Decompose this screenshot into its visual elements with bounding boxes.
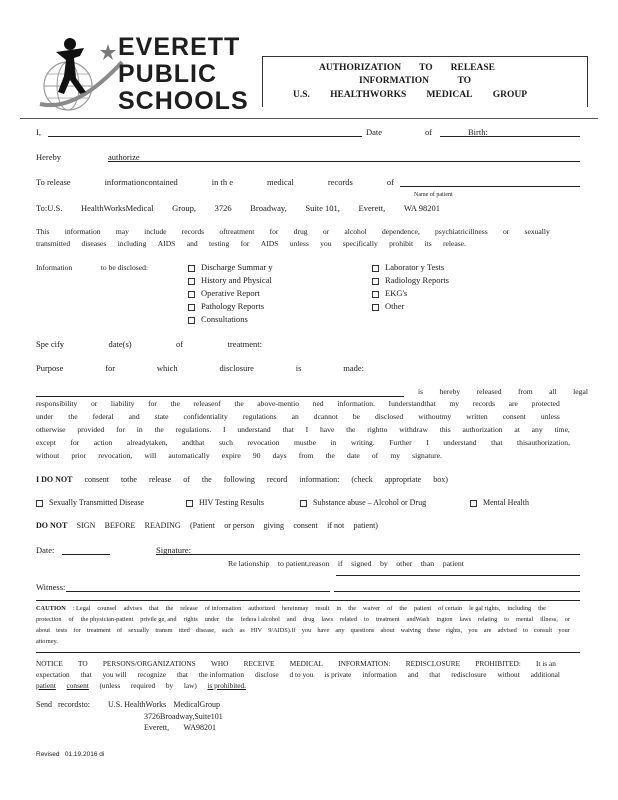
caution-line-2: protection of the physician-patient privile ge, and rights under the federa l alcohol and drug laws related to treatment andWash ington laws relating to mental illness, or bbox=[36, 616, 570, 623]
revised-date: Revised 01.19.2016 di bbox=[36, 751, 105, 758]
date-of-birth-field[interactable] bbox=[440, 136, 580, 137]
sign-date-label: Date: bbox=[36, 545, 55, 555]
checkbox-icon[interactable] bbox=[188, 291, 195, 298]
title-line-1: AUTHORIZATION TO RELEASE bbox=[319, 63, 495, 73]
release-para-2: responsibility or liability for the releaseof the above-mentio ned information. Iunderstandthat my records are protected bbox=[36, 399, 560, 408]
checkbox-discharge-summary[interactable]: Discharge Summar y bbox=[188, 263, 273, 276]
relationship-line: Re lationship to patient,reason if signed by other than patient bbox=[228, 559, 464, 568]
checkbox-laboratory-tests[interactable]: Laborator y Tests bbox=[372, 263, 449, 276]
checkbox-icon[interactable] bbox=[372, 291, 379, 298]
caution-divider bbox=[36, 600, 580, 601]
releasee-field[interactable] bbox=[36, 396, 404, 397]
send-address-2: Everett, WA98201 bbox=[144, 723, 216, 732]
do-not-consent-line: I DO NOT consent tothe release of the following record information: (check appropriate box) bbox=[36, 475, 448, 484]
logo-line-3: SCHOOLS bbox=[118, 87, 249, 115]
purpose-label: Purpose for which disclosure is made: bbox=[36, 363, 364, 373]
may-include-line-2: transmitted diseases including AIDS and testing for AIDS unless you specifically prohibit its release. bbox=[36, 239, 466, 248]
authorize-label: authorize bbox=[108, 152, 140, 162]
witness-field[interactable] bbox=[66, 591, 330, 592]
checkbox-other[interactable]: Other bbox=[372, 302, 449, 315]
checkbox-operative-report[interactable]: Operative Report bbox=[188, 289, 273, 302]
release-para-4: otherwise provided for in the regulations. I understand that I have the rightto withdraw this authorization at any time, bbox=[36, 425, 570, 434]
logo-line-1: EVERETT bbox=[118, 33, 241, 61]
checkbox-icon[interactable] bbox=[300, 500, 307, 507]
patient-name-label: I, bbox=[36, 127, 41, 137]
patient-name-field[interactable] bbox=[48, 136, 362, 137]
checklist-left bbox=[188, 263, 273, 328]
checkbox-icon[interactable] bbox=[186, 500, 193, 507]
release-to-address: To:U.S. HealthWorksMedical Group, 3726 Broadway, Suite 101, Everett, WA 98201 bbox=[36, 203, 440, 213]
checkbox-substance-abuse[interactable]: Substance abuse – Alcohol or Drug bbox=[300, 499, 426, 507]
birth-label: Birth: bbox=[468, 127, 488, 137]
notice-line-2: expectation that you will recognize that the information disclose d to you is private information and that redisclosure without additional bbox=[36, 670, 560, 679]
header-divider bbox=[20, 118, 598, 119]
logo-mark-icon bbox=[36, 34, 128, 116]
checkbox-consultations[interactable]: Consultations bbox=[188, 315, 273, 328]
title-box bbox=[262, 56, 588, 107]
caution-line-4: attorney. bbox=[36, 638, 58, 645]
relationship-field[interactable] bbox=[336, 575, 580, 576]
caution-line-1: CAUTION : Legal counsel advises that the release of information authorized hereinmay result in the waiver of the patient of certain le gal rights, including the bbox=[36, 605, 546, 612]
checkbox-icon[interactable] bbox=[372, 265, 379, 272]
specify-dates-label: Spe cify date(s) of treatment: bbox=[36, 339, 262, 349]
checkbox-std[interactable]: Sexually Transmitted Disease bbox=[36, 499, 144, 507]
release-para-3: under the federal and state confidentiality regulations an dcannot be disclosed withoutmy written consent unless bbox=[36, 412, 560, 421]
release-para-6: without prior revocation, will automatically expire 90 days from the date of my signature. bbox=[36, 451, 442, 460]
date-of-birth-label: Date bbox=[366, 127, 383, 137]
may-include-line-1: This information may include records oftreatment for drug or alcohol dependence, psychiatricillness or sexually bbox=[36, 227, 550, 236]
info-disclosed-label: Information to be disclosed: bbox=[36, 263, 148, 272]
release-line: To release informationcontained in th e medical records of bbox=[36, 177, 394, 187]
sign-date-field[interactable] bbox=[62, 554, 110, 555]
notice-line-3: patient consent (unless required by law) is prohibited. bbox=[36, 681, 246, 690]
signature-label: Signature: bbox=[156, 545, 191, 555]
checkbox-icon[interactable] bbox=[188, 278, 195, 285]
checkbox-history-physical[interactable]: History and Physical bbox=[188, 276, 273, 289]
checkbox-icon[interactable] bbox=[188, 304, 195, 311]
notice-divider bbox=[36, 652, 580, 653]
do-not-sign-line: DO NOT SIGN BEFORE READING (Patient or person giving consent if not patient) bbox=[36, 521, 378, 530]
checkbox-icon[interactable] bbox=[470, 500, 477, 507]
send-records-label: Send recordsto: bbox=[36, 700, 90, 709]
patient-records-field[interactable] bbox=[400, 186, 580, 187]
checkbox-ekgs[interactable]: EKG's bbox=[372, 289, 449, 302]
checkbox-hiv[interactable]: HIV Testing Results bbox=[186, 499, 264, 507]
checkbox-icon[interactable] bbox=[188, 317, 195, 324]
checkbox-icon[interactable] bbox=[188, 265, 195, 272]
checkbox-radiology-reports[interactable]: Radiology Reports bbox=[372, 276, 449, 289]
hereby-label: Hereby bbox=[36, 152, 62, 162]
authorized-provider-field[interactable] bbox=[108, 161, 580, 162]
checkbox-icon[interactable] bbox=[372, 278, 379, 285]
title-line-3: U.S. HEALTHWORKS MEDICAL GROUP bbox=[293, 90, 527, 100]
checkbox-icon[interactable] bbox=[36, 500, 43, 507]
checkbox-mental-health[interactable]: Mental Health bbox=[470, 499, 529, 507]
witness-label: Witness: bbox=[36, 582, 66, 592]
caution-line-3: about tests for treatment of sexually transm itted disease, such as HIV 9/AIDS).If you have any questions about waiving these rights, you are advised to consult your bbox=[36, 627, 570, 634]
of-label: of bbox=[425, 127, 433, 137]
send-to-name: U.S. HealthWorks MedicalGroup bbox=[108, 700, 220, 709]
checkbox-icon[interactable] bbox=[372, 304, 379, 311]
signature-field[interactable] bbox=[156, 554, 580, 555]
send-address-1: 3726Broadway,Suite101 bbox=[144, 712, 223, 721]
name-of-patient-caption: Name of patient bbox=[414, 192, 453, 198]
witness-date-field[interactable] bbox=[334, 591, 580, 592]
release-para-5: except for action alreadytaken, andthat such revocation mustbe in writing. Further I understand that thisauthorization, bbox=[36, 438, 570, 447]
title-line-2: INFORMATION TO bbox=[359, 76, 471, 86]
logo bbox=[28, 30, 248, 118]
logo-line-2: PUBLIC bbox=[118, 60, 218, 88]
checklist-right bbox=[372, 263, 449, 315]
checkbox-pathology-reports[interactable]: Pathology Reports bbox=[188, 302, 273, 315]
notice-line-1: NOTICE TO PERSONS/ORGANIZATIONS WHO RECEIVE MEDICAL INFORMATION: REDISCLOSURE PROHIBITED: It is an bbox=[36, 659, 556, 668]
release-para-1: is hereby released from all legal bbox=[418, 387, 588, 396]
